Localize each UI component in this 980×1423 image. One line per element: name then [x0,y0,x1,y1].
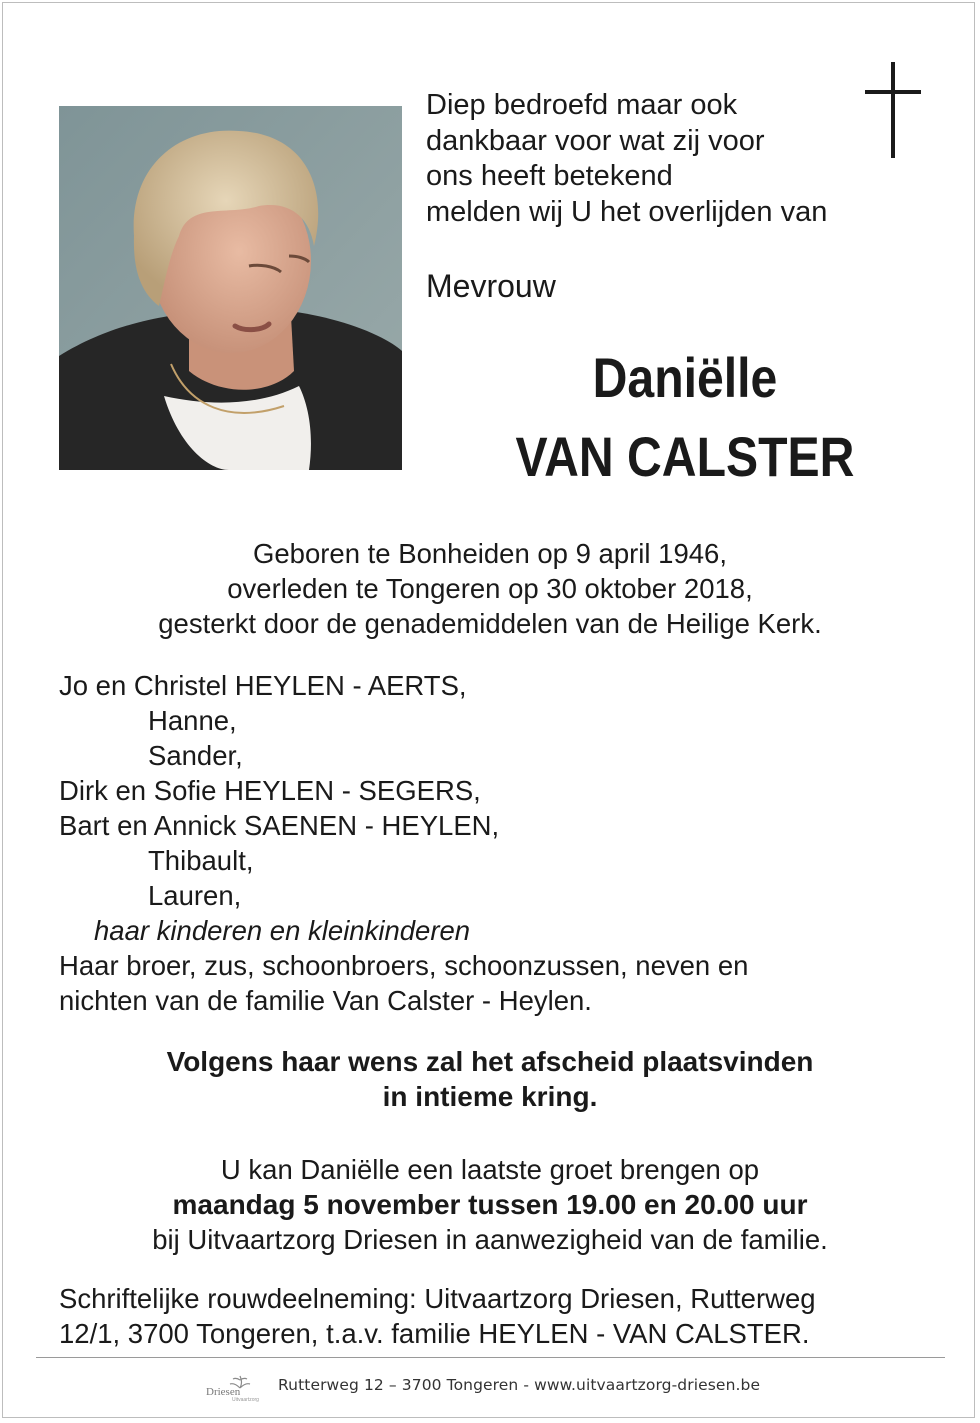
family-extended: Haar broer, zus, schoonbroers, schoonzussen, neven en [59,950,749,981]
visitation-info [0,1152,980,1257]
condolence-line: Schriftelijke rouwdeelneming: Uitvaartzorg Driesen, Rutterweg [59,1283,816,1314]
family-extended: nichten van de familie Van Calster - Heylen. [59,985,592,1016]
family-list [59,668,939,1018]
deceased-first-name: Daniëlle [592,346,778,409]
family-member: Jo en Christel HEYLEN - AERTS, [59,670,467,701]
wish-line: in intieme kring. [382,1081,598,1112]
honorific-title: Mevrouw [426,268,556,304]
visit-datetime: maandag 5 november tussen 19.00 en 20.00 uur [172,1189,808,1220]
family-grandchild: Sander, [148,740,243,771]
portrait-illustration [59,106,402,470]
birth-death-line: gesterkt door de genademiddelen van de Heilige Kerk. [158,608,822,639]
family-grandchild: Lauren, [148,880,242,911]
birth-death-line: overleden te Tongeren op 30 oktober 2018, [227,573,753,604]
family-member: Dirk en Sofie HEYLEN - SEGERS, [59,775,481,806]
footer-divider [36,1357,945,1358]
family-grandchild: Hanne, [148,705,237,736]
family-member: Bart en Annick SAENEN - HEYLEN, [59,810,500,841]
footer [0,1372,980,1402]
intro-line: dankbaar voor wat zij voor [426,124,765,157]
funeral-home-logo-icon [200,1372,272,1402]
portrait-photo [59,106,402,470]
intro-line: Diep bedroefd maar ook [426,89,738,121]
condolence-address [59,1281,939,1351]
visit-line: bij Uitvaartzorg Driesen in aanwezigheid van de familie. [152,1224,828,1255]
svg-text:Uitvaartzorg: Uitvaartzorg [232,1397,259,1402]
family-relation-note: haar kinderen en kleinkinderen [94,915,471,946]
birth-death-text [0,536,980,641]
intro-line: melden wij U het overlijden van [426,195,828,228]
intro-line: ons heeft betekend [426,160,673,192]
birth-death-line: Geboren te Bonheiden op 9 april 1946, [253,538,727,569]
footer-contact: Rutterweg 12 – 3700 Tongeren - www.uitvaartzorg-driesen.be [278,1376,761,1394]
farewell-wish [0,1044,980,1114]
visit-line: U kan Daniëlle een laatste groet brengen op [220,1154,760,1185]
wish-line: Volgens haar wens zal het afscheid plaatsvinden [166,1046,814,1077]
svg-text:Driesen: Driesen [206,1386,241,1398]
intro-text [426,88,866,230]
family-grandchild: Thibault, [148,845,254,876]
cross-icon [862,60,924,160]
condolence-line: 12/1, 3700 Tongeren, t.a.v. familie HEYLEN - VAN CALSTER. [59,1318,810,1349]
deceased-last-name: VAN CALSTER [515,425,855,488]
